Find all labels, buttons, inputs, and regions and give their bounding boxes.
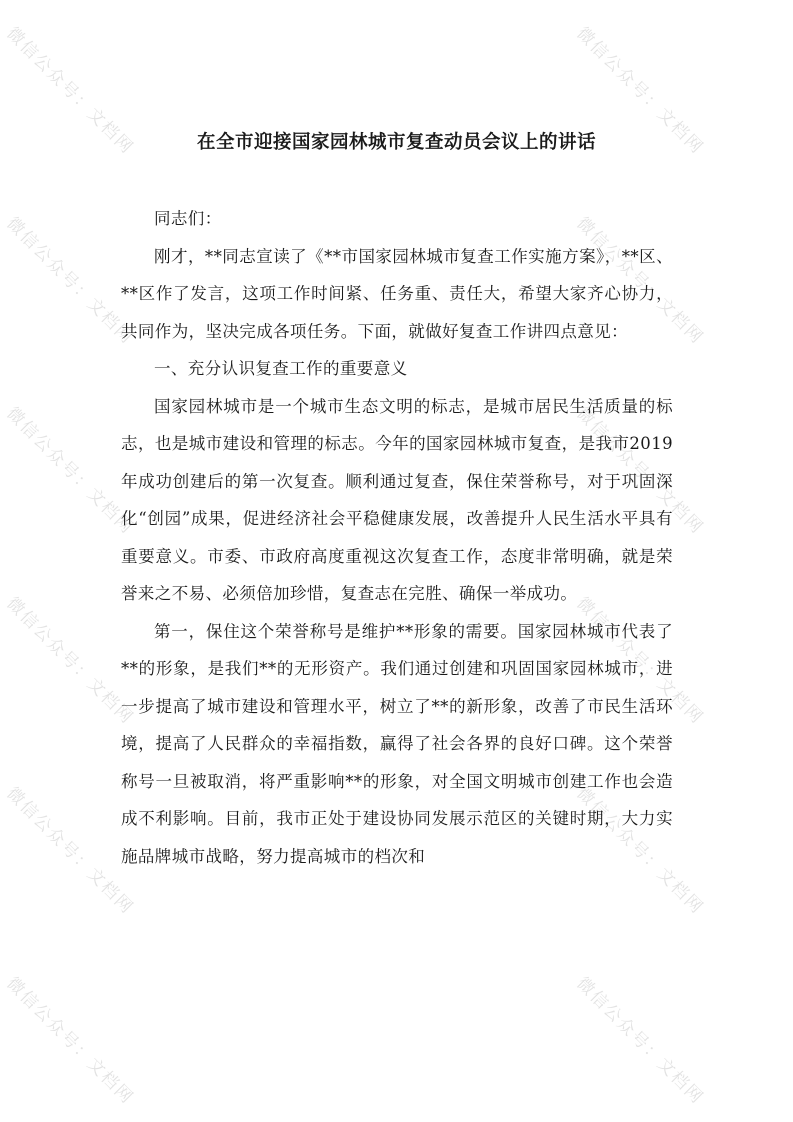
watermark: 微信公众号：文档网 [572,973,708,1109]
watermark: 微信公众号：文档网 [572,783,708,919]
body-paragraph: 第一，保住这个荣誉称号是维护**形象的需要。国家园林城市代表了**的形象，是我们**的无形资产。我们通过创建和巩固国家园林城市，进一步提高了城市建设和管理水平，树立了**的新形象，改善了市民生活环境，提高了人民群众的幸福指数，赢得了社会各界的良好口碑。这个荣誉称号一旦被取消，将严重影响**的形象，对全国文明城市创建工作也会造成不利影响。目前，我市正处于建设协同发展示范区的关键时期，大力实施品牌城市战略，努力提高城市的档次和 [121,621,673,866]
watermark: 微信公众号：文档网 [572,593,708,729]
watermark: 微信公众号：文档网 [2,213,138,349]
document-title: 在全市迎接国家园林城市复查动员会议上的讲话 [196,132,596,153]
watermark: 微信公众号：文档网 [2,783,138,919]
watermark: 微信公众号：文档网 [2,973,138,1109]
watermark: 微信公众号：文档网 [572,403,708,539]
watermark: 微信公众号：文档网 [2,23,138,159]
watermark: 微信公众号：文档网 [572,23,708,159]
watermark: 微信公众号：文档网 [2,593,138,729]
watermark: 微信公众号：文档网 [2,403,138,539]
salutation-paragraph: 同志们： [154,209,222,228]
intro-paragraph: 刚才，**同志宣读了《**市国家园林城市复查工作实施方案》，**区、**区作了发言，这项工作时间紧、任务重、责任大，希望大家齐心协力，共同作为，坚决完成各项任务。下面，就做好复查工作讲四点意见： [121,246,673,341]
watermark: 微信公众号：文档网 [572,213,708,349]
section-heading: 一、充分认识复查工作的重要意义 [154,359,408,378]
document-body [121,200,673,875]
body-paragraph: 国家园林城市是一个城市生态文明的标志，是城市居民生活质量的标志，也是城市建设和管理的标志。今年的国家园林城市复查，是我市2019年成功创建后的第一次复查。顺利通过复查，保住荣誉称号，对于巩固深化“创园”成果，促进经济社会平稳健康发展，改善提升人民生活水平具有重要意义。市委、市政府高度重视这次复查工作，态度非常明确，就是荣誉来之不易、必须倍加珍惜，复查志在完胜、确保一举成功。 [121,396,673,603]
